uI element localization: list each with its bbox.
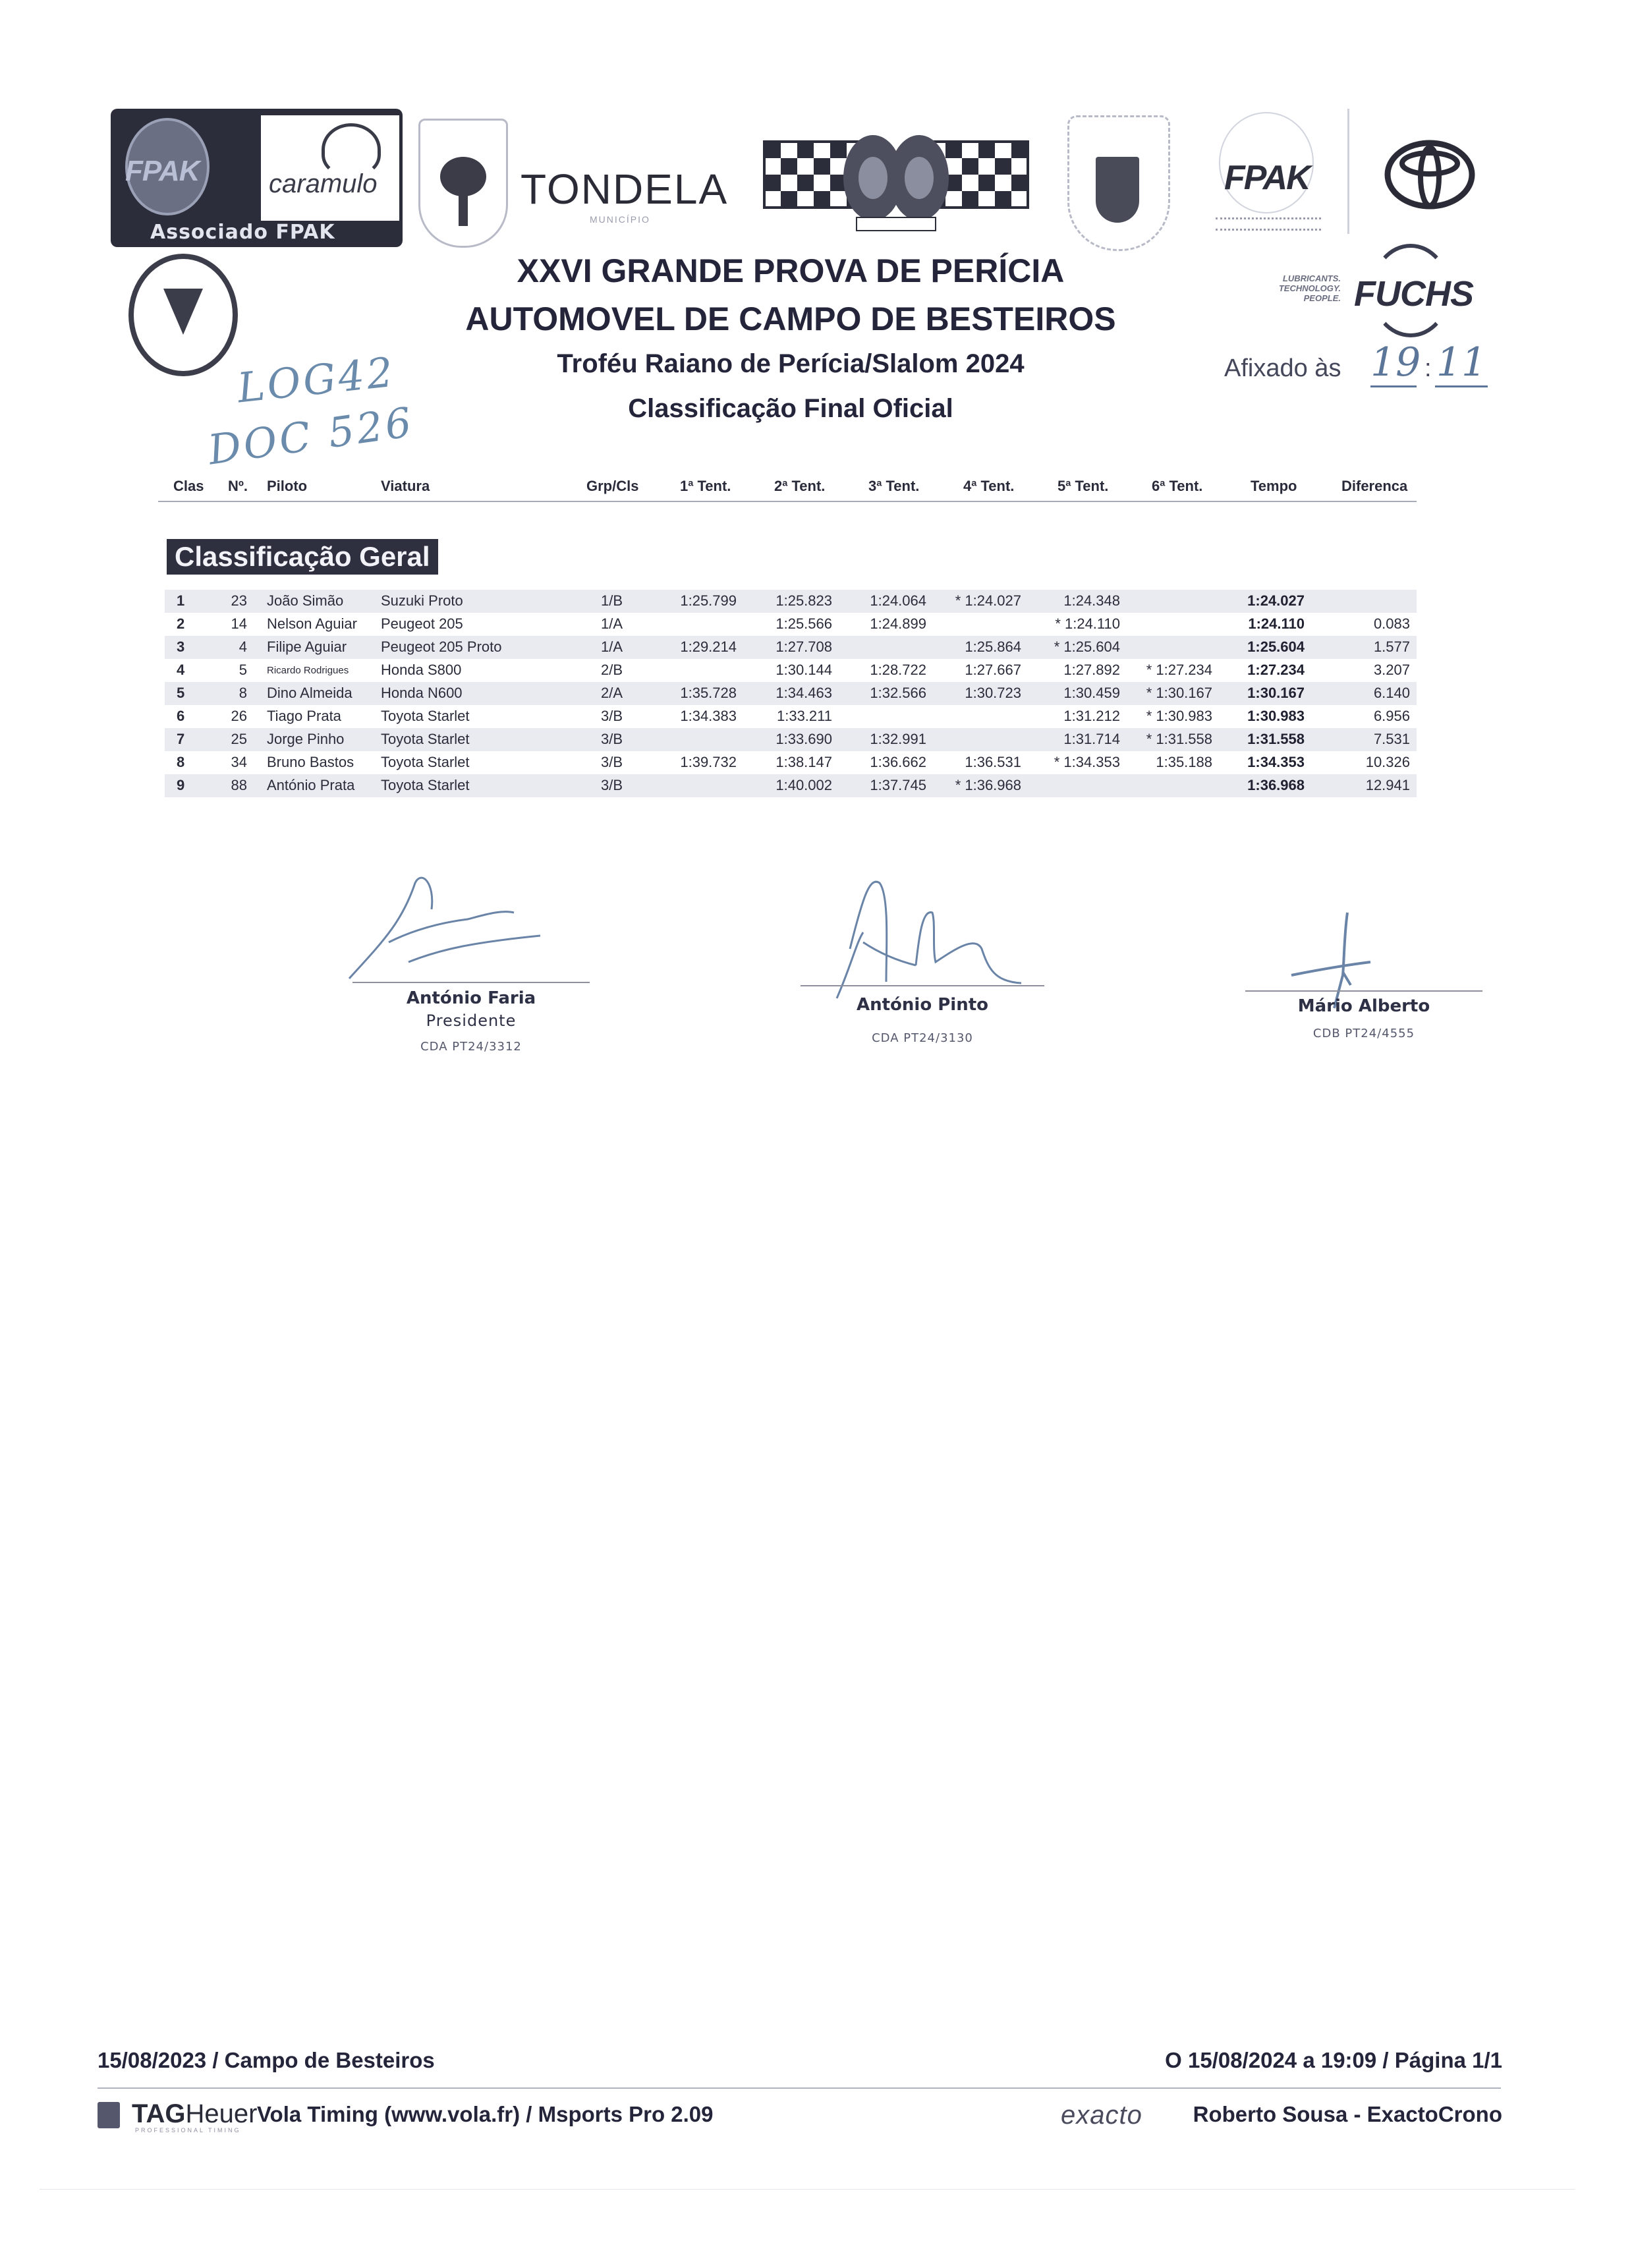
- tagheuer-shield-icon: [98, 2102, 120, 2128]
- cell-t6: * 1:31.558: [1146, 731, 1212, 747]
- table-row: [165, 659, 1417, 682]
- tondela-crest-icon: [418, 119, 508, 248]
- cell-t4: 1:27.667: [965, 662, 1021, 678]
- fpak-logo-text: FPAK: [125, 155, 200, 187]
- cell-viatura: Suzuki Proto: [381, 592, 463, 609]
- signatory-role-1: Presidente: [426, 1011, 517, 1030]
- cell-t5: * 1:25.604: [1054, 638, 1120, 655]
- cell-piloto: João Simão: [267, 592, 344, 609]
- cell-grp: 1/B: [601, 592, 623, 609]
- handwritten-note-line2: DOC 526: [205, 397, 417, 474]
- tree-icon: [440, 157, 486, 196]
- table-row: [165, 774, 1417, 797]
- table-row: [165, 590, 1417, 613]
- classification-title: Classificação Final Oficial: [628, 394, 953, 423]
- cell-t1: 1:39.732: [680, 754, 737, 770]
- cell-piloto: António Prata: [267, 777, 355, 793]
- col-header-t5: 5ª Tent.: [1057, 478, 1109, 494]
- signatory-code-2: CDA PT24/3130: [872, 1031, 973, 1045]
- signatory-name-3: Mário Alberto: [1297, 996, 1430, 1016]
- fuchs-tagline-3: PEOPLE.: [1303, 293, 1341, 303]
- footer-print-info: O 15/08/2024 a 19:09 / Página 1/1: [1165, 2048, 1502, 2072]
- cell-viatura: Toyota Starlet: [381, 731, 470, 747]
- cell-t2: 1:34.463: [775, 685, 832, 701]
- scan-edge-line: [40, 2189, 1575, 2190]
- table-row: [165, 705, 1417, 728]
- cell-viatura: Honda N600: [381, 685, 463, 701]
- tagheuer-logo-bold: TAG: [132, 2099, 186, 2128]
- signatory-name-2: António Pinto: [856, 995, 989, 1015]
- cell-num: 4: [239, 638, 247, 655]
- posted-label: Afixado às: [1224, 354, 1341, 382]
- col-header-t2: 2ª Tent.: [774, 478, 826, 494]
- fuchs-tagline-1: LUBRICANTS.: [1282, 273, 1341, 283]
- cell-num: 26: [231, 708, 247, 724]
- cell-grp: 1/A: [601, 615, 623, 632]
- cell-grp: 3/B: [601, 731, 623, 747]
- cell-tempo: 1:31.558: [1247, 731, 1305, 747]
- section-title: Classificação Geral: [167, 539, 438, 575]
- cell-t1: 1:25.799: [680, 592, 737, 609]
- cell-tempo: 1:30.983: [1247, 708, 1305, 724]
- cell-t3: 1:36.662: [870, 754, 926, 770]
- associado-caption: Associado FPAK: [150, 221, 335, 244]
- table-row: [165, 751, 1417, 774]
- cell-tempo: 1:24.110: [1248, 615, 1305, 632]
- signature-pinto: [824, 870, 1041, 1002]
- col-header-t1: 1ª Tent.: [680, 478, 731, 494]
- signature-line-2: [801, 985, 1044, 986]
- cell-t5: 1:31.714: [1063, 731, 1120, 747]
- cell-t4: 1:30.723: [965, 685, 1021, 701]
- cell-diferenca: 6.956: [1373, 708, 1410, 724]
- cell-piloto: Jorge Pinho: [267, 731, 345, 747]
- col-header-piloto: Piloto: [267, 478, 308, 494]
- toyota-logo-icon: [1384, 138, 1476, 211]
- header-divider: [158, 501, 1417, 502]
- cell-t2: 1:30.144: [775, 662, 832, 678]
- posted-separator: :: [1424, 354, 1432, 382]
- tagheuer-logo: [132, 2099, 257, 2129]
- table-row: [165, 636, 1417, 659]
- cell-piloto: Dino Almeida: [267, 685, 352, 701]
- cell-grp: 3/B: [601, 708, 623, 724]
- exacto-logo: exacto: [1061, 2101, 1142, 2130]
- trunk-icon: [459, 193, 468, 226]
- signatory-name-1: António Faria: [406, 988, 536, 1008]
- cell-t3: 1:37.745: [870, 777, 926, 793]
- logo-divider: [1347, 109, 1349, 234]
- cell-t2: 1:40.002: [775, 777, 832, 793]
- footer-event-date-place: 15/08/2023 / Campo de Besteiros: [98, 2048, 435, 2072]
- cell-num: 8: [239, 685, 247, 701]
- cell-viatura: Honda S800: [381, 662, 462, 678]
- cell-diferenca: 7.531: [1373, 731, 1410, 747]
- cell-grp: 1/A: [601, 638, 623, 655]
- cell-grp: 2/B: [601, 662, 623, 678]
- besteiros-crest-icon: [1067, 115, 1170, 251]
- cell-piloto: Nelson Aguiar: [267, 615, 357, 632]
- cell-clas: 6: [177, 708, 185, 724]
- cell-t5: 1:27.892: [1063, 662, 1120, 678]
- cell-t5: 1:30.459: [1063, 685, 1120, 701]
- table-row: [165, 682, 1417, 705]
- cell-viatura: Peugeot 205: [381, 615, 463, 632]
- handwritten-note-line1: LOG42: [235, 347, 398, 412]
- cell-piloto: Tiago Prata: [267, 708, 341, 724]
- cell-t5: 1:24.348: [1063, 592, 1120, 609]
- cell-tempo: 1:24.027: [1247, 592, 1305, 609]
- cell-tempo: 1:25.604: [1247, 638, 1305, 655]
- cell-t4: 1:25.864: [965, 638, 1021, 655]
- cell-t6: * 1:27.234: [1146, 662, 1212, 678]
- footer-credit: Roberto Sousa - ExactoCrono: [1193, 2102, 1502, 2126]
- fpak-associado-logo: [111, 109, 403, 247]
- cell-diferenca: 6.140: [1373, 685, 1410, 701]
- posted-minute: 11: [1435, 339, 1488, 387]
- signature-faria: [343, 870, 567, 982]
- cell-t3: 1:32.566: [870, 685, 926, 701]
- event-title-line1: XXVI GRANDE PROVA DE PERÍCIA: [517, 252, 1065, 289]
- footer-divider: [98, 2087, 1501, 2089]
- cell-clas: 4: [177, 662, 185, 678]
- cell-diferenca: 12.941: [1365, 777, 1410, 793]
- col-header-num: Nº.: [228, 478, 248, 494]
- caramulo-arc-icon: [322, 123, 381, 176]
- table-row: [165, 613, 1417, 636]
- col-header-diferenca: Diferenca: [1341, 478, 1408, 494]
- cell-tempo: 1:30.167: [1247, 685, 1305, 701]
- event-title-line2: AUTOMOVEL DE CAMPO DE BESTEIROS: [465, 300, 1116, 337]
- col-header-viatura: Viatura: [381, 478, 430, 494]
- cell-diferenca: 1.577: [1373, 638, 1410, 655]
- cell-clas: 8: [177, 754, 185, 770]
- col-header-clas: Clas: [173, 478, 204, 494]
- cell-t3: 1:28.722: [870, 662, 926, 678]
- tondela-logo-text: TONDELA: [521, 165, 729, 213]
- cell-t3: 1:24.899: [870, 615, 926, 632]
- cell-t5: * 1:24.110: [1055, 615, 1120, 632]
- cell-clas: 7: [177, 731, 185, 747]
- tagheuer-logo-light: Heuer: [185, 2099, 258, 2128]
- cell-t6: 1:35.188: [1156, 754, 1212, 770]
- fpak-logo-text: FPAK: [1224, 159, 1310, 197]
- cell-clas: 9: [177, 777, 185, 793]
- cell-clas: 5: [177, 685, 185, 701]
- cell-tempo: 1:34.353: [1247, 754, 1305, 770]
- event-subtitle: Troféu Raiano de Perícia/Slalom 2024: [557, 349, 1025, 378]
- cell-diferenca: 0.083: [1373, 615, 1410, 632]
- cell-t6: * 1:30.167: [1146, 685, 1212, 701]
- cell-t3: 1:24.064: [870, 592, 926, 609]
- cell-t1: 1:35.728: [680, 685, 737, 701]
- cell-tempo: 1:36.968: [1247, 777, 1305, 793]
- cell-viatura: Toyota Starlet: [381, 708, 470, 724]
- signature-line-3: [1245, 990, 1482, 992]
- cell-piloto: Ricardo Rodrigues: [267, 665, 349, 676]
- cell-grp: 3/B: [601, 754, 623, 770]
- cell-num: 88: [231, 777, 247, 793]
- shield-icon: [1096, 157, 1139, 223]
- cell-t2: 1:25.566: [775, 615, 832, 632]
- cell-t6: * 1:30.983: [1146, 708, 1212, 724]
- tyres-icon: [843, 135, 949, 221]
- signature-line-1: [352, 982, 590, 983]
- flags-banner: [857, 217, 936, 231]
- checkered-flags-logo: [751, 122, 1041, 234]
- cell-t1: 1:34.383: [680, 708, 737, 724]
- col-header-grp: Grp/Cls: [586, 478, 639, 494]
- fuchs-logo-text: FUCHS: [1354, 274, 1473, 314]
- col-header-t4: 4ª Tent.: [963, 478, 1015, 494]
- cell-grp: 2/A: [601, 685, 623, 701]
- cell-t4: * 1:36.968: [955, 777, 1021, 793]
- footer-software: Vola Timing (www.vola.fr) / Msports Pro 2.09: [257, 2102, 714, 2126]
- cell-num: 25: [231, 731, 247, 747]
- cell-viatura: Toyota Starlet: [381, 777, 470, 793]
- signatory-code-3: CDB PT24/4555: [1312, 1027, 1415, 1040]
- caramulo-logo-text: caramulo: [269, 169, 378, 198]
- cell-piloto: Bruno Bastos: [267, 754, 354, 770]
- cell-num: 23: [231, 592, 247, 609]
- cell-t1: 1:29.214: [680, 638, 737, 655]
- cell-t4: * 1:24.027: [955, 592, 1021, 609]
- cell-num: 34: [231, 754, 247, 770]
- cell-diferenca: 3.207: [1373, 662, 1410, 678]
- cell-t3: 1:32.991: [870, 731, 926, 747]
- cell-t5: * 1:34.353: [1054, 754, 1120, 770]
- fpak-logo: [1212, 112, 1318, 237]
- cell-t2: 1:38.147: [775, 754, 832, 770]
- cell-t2: 1:27.708: [775, 638, 832, 655]
- col-header-tempo: Tempo: [1251, 478, 1297, 494]
- cell-t2: 1:33.211: [776, 708, 832, 724]
- cell-t2: 1:33.690: [775, 731, 832, 747]
- municipio-caption: MUNICÍPIO: [590, 214, 650, 225]
- cell-clas: 3: [177, 638, 185, 655]
- posted-hour: 19: [1370, 339, 1417, 387]
- tagheuer-caption: PROFESSIONAL TIMING: [135, 2127, 241, 2134]
- cell-viatura: Toyota Starlet: [381, 754, 470, 770]
- fuchs-tagline-2: TECHNOLOGY.: [1278, 283, 1341, 293]
- cell-tempo: 1:27.234: [1247, 662, 1305, 678]
- signatory-code-1: CDA PT24/3312: [420, 1040, 522, 1054]
- cell-t5: 1:31.212: [1063, 708, 1120, 724]
- cell-clas: 1: [177, 592, 185, 609]
- cell-t2: 1:25.823: [775, 592, 832, 609]
- cell-viatura: Peugeot 205 Proto: [381, 638, 502, 655]
- col-header-t6: 6ª Tent.: [1152, 478, 1203, 494]
- table-row: [165, 728, 1417, 751]
- cell-t4: 1:36.531: [965, 754, 1021, 770]
- cell-diferenca: 10.326: [1365, 754, 1410, 770]
- col-header-t3: 3ª Tent.: [868, 478, 920, 494]
- cell-clas: 2: [177, 615, 185, 632]
- cell-num: 14: [231, 615, 247, 632]
- cell-grp: 3/B: [601, 777, 623, 793]
- cell-piloto: Filipe Aguiar: [267, 638, 347, 655]
- fpak-caption-lines: [1216, 217, 1321, 231]
- cell-num: 5: [239, 662, 247, 678]
